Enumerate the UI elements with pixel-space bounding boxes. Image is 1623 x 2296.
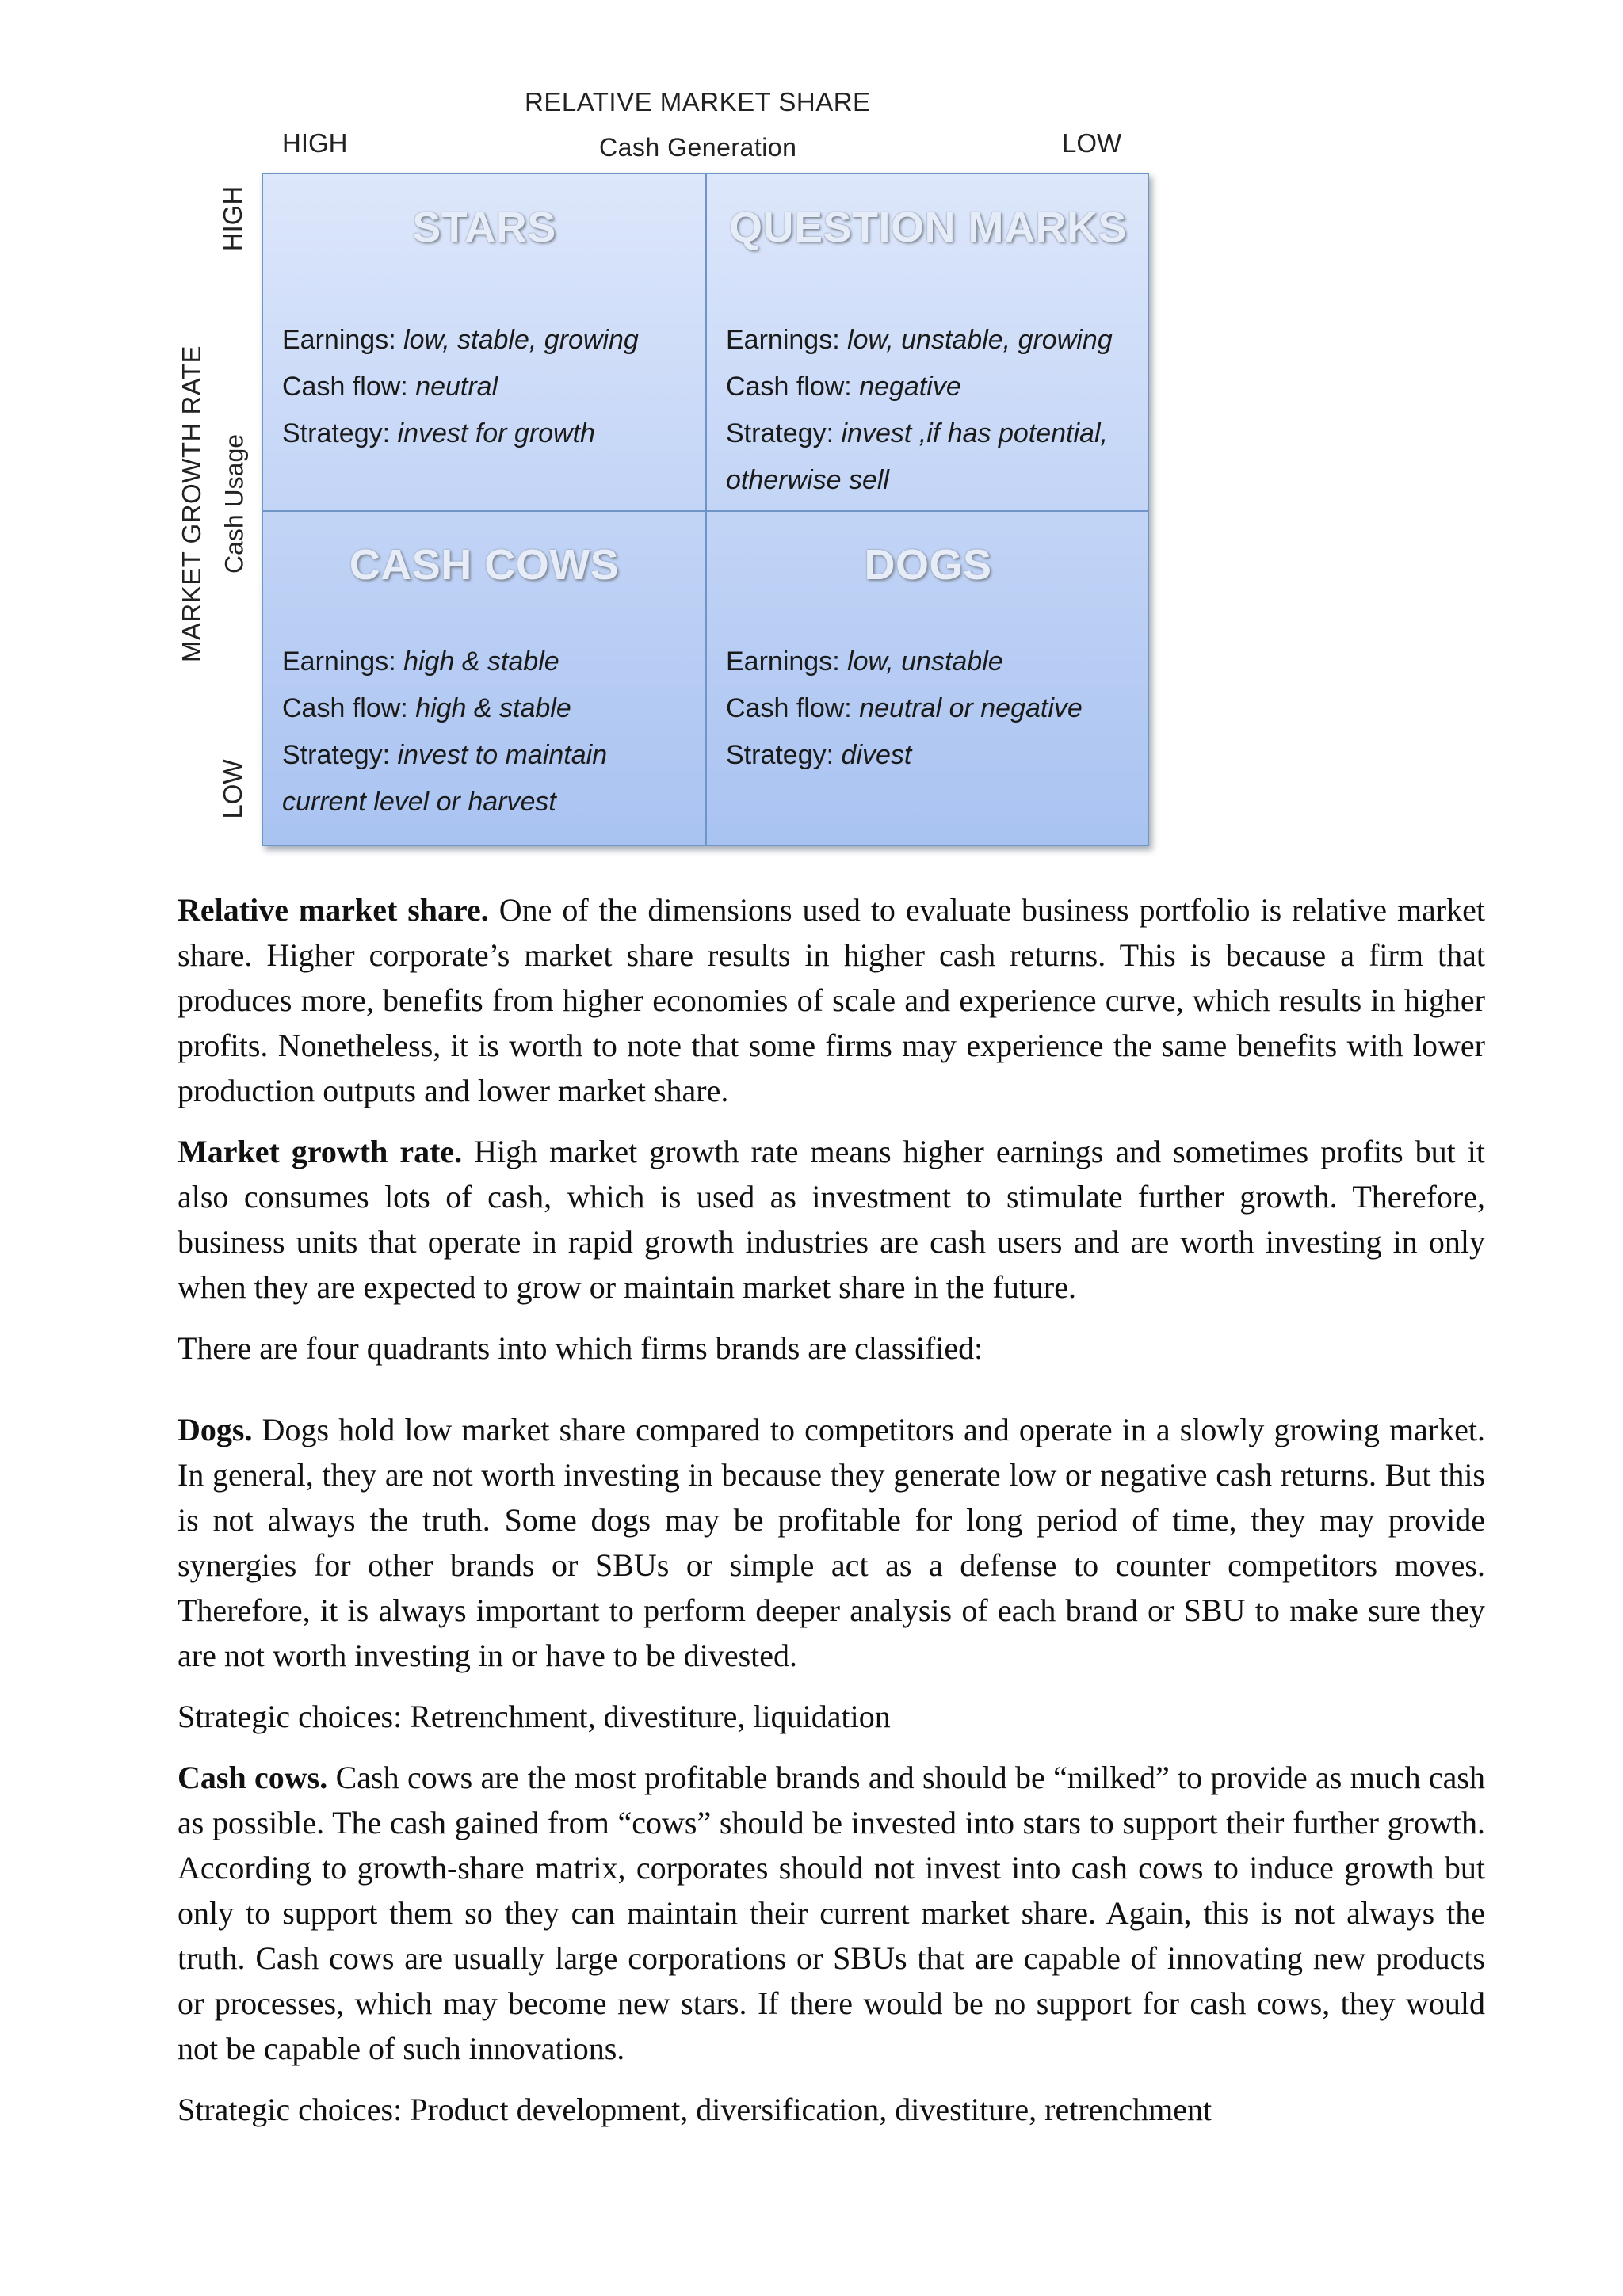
earnings-value: low, unstable, growing xyxy=(847,325,1113,355)
y-axis-subtitle: Cash Usage xyxy=(220,433,249,574)
earnings-label: Earnings: xyxy=(726,646,840,677)
quadrant-details xyxy=(282,317,639,457)
paragraph-cash-cows-strategic-choices xyxy=(178,2087,1485,2132)
x-axis-high-label: HIGH xyxy=(282,128,348,158)
paragraph-dogs xyxy=(178,1407,1485,1678)
paragraph-text: There are four quadrants into which firms brands are classified: xyxy=(178,1330,983,1366)
strategy-value: divest xyxy=(841,740,912,770)
quadrant-title: CASH COWS xyxy=(349,541,620,589)
paragraph-text: Strategic choices: Retrenchment, divestiture, liquidation xyxy=(178,1699,891,1734)
cash-flow-label: Cash flow: xyxy=(282,372,408,402)
strategy-label: Strategy: xyxy=(282,740,391,770)
quadrant-title: STARS xyxy=(412,204,556,251)
bcg-matrix-figure xyxy=(158,87,1189,856)
cash-flow-label: Cash flow: xyxy=(282,693,408,723)
earnings-value: high & stable xyxy=(403,646,559,677)
quadrant-stars xyxy=(263,174,705,509)
paragraph-market-growth-rate xyxy=(178,1129,1485,1310)
paragraph-relative-market-share xyxy=(178,887,1485,1113)
x-axis-title: RELATIVE MARKET SHARE xyxy=(525,87,871,116)
matrix-grid xyxy=(262,173,1149,846)
document-body xyxy=(178,887,1485,2148)
quadrant-dogs xyxy=(707,512,1149,847)
quadrant-question-marks xyxy=(707,174,1149,509)
earnings-value: low, unstable xyxy=(847,646,1003,677)
paragraph-cash-cows xyxy=(178,1755,1485,2071)
paragraph-heading: Relative market share. xyxy=(178,892,489,928)
paragraph-dogs-strategic-choices xyxy=(178,1694,1485,1739)
cash-flow-value: negative xyxy=(859,372,961,402)
strategy-value: invest to maintain xyxy=(397,740,608,770)
x-axis-low-label: LOW xyxy=(1062,128,1122,158)
quadrant-cash-cows xyxy=(263,512,705,847)
quadrant-details xyxy=(726,317,1113,504)
paragraph-text: High market growth rate means higher earnings and sometimes profits but it also consumes lots of cash, which is used as investment to stimulate further growth. Therefore, business units that operate in rapid growth industries are cash users and are worth investing in only when they are expected to grow or maintain market share in the future. xyxy=(178,1134,1486,1305)
y-axis-high-label: HIGH xyxy=(218,185,247,252)
paragraph-heading: Market growth rate. xyxy=(178,1134,463,1169)
strategy-value: invest ,if has potential, xyxy=(841,418,1108,448)
x-axis-subtitle: Cash Generation xyxy=(599,133,797,162)
cash-flow-value: neutral or negative xyxy=(859,693,1083,723)
quadrant-title: QUESTION MARKS xyxy=(728,204,1128,251)
earnings-value: low, stable, growing xyxy=(403,325,639,355)
earnings-label: Earnings: xyxy=(282,325,396,355)
cash-flow-value: high & stable xyxy=(415,693,571,723)
paragraph-text: One of the dimensions used to evaluate business portfolio is relative market share. Higher corporate’s market share results in higher cash returns. This is because a firm that produces more, benefits from higher economies of scale and experience curve, which results in higher profits. Nonetheless, it is worth to note that some firms may experience the same benefits with lower production outputs and lower market share. xyxy=(178,892,1485,1108)
paragraph-text: Strategic choices: Product development, diversification, divestiture, retrenchment xyxy=(178,2092,1212,2127)
paragraph-text: Cash cows are the most profitable brands and should be “milked” to provide as much cash as possible. The cash gained from “cows” should be invested into stars to support their further growth. According to growth-share matrix, corporates should not invest into cash cows to induce growth but only to support them so they can maintain their current market share. Again, this is not always the truth. Cash cows are usually large corporations or SBUs that are capable of innovating new products or processes, which may become new stars. If there would be no support for cash cows, they would not be capable of such innovations. xyxy=(178,1760,1486,2066)
paragraph-quadrants-intro xyxy=(178,1325,1485,1371)
earnings-label: Earnings: xyxy=(726,325,840,355)
quadrant-details xyxy=(726,639,1083,779)
strategy-label: Strategy: xyxy=(726,740,834,770)
paragraph-heading: Dogs. xyxy=(178,1412,253,1447)
y-axis-low-label: LOW xyxy=(218,759,247,819)
cash-flow-label: Cash flow: xyxy=(726,693,852,723)
strategy-value: invest for growth xyxy=(397,418,595,448)
cash-flow-value: neutral xyxy=(415,372,498,402)
earnings-label: Earnings: xyxy=(282,646,396,677)
paragraph-heading: Cash cows. xyxy=(178,1760,328,1795)
strategy-label: Strategy: xyxy=(282,418,391,448)
strategy-value-continued: otherwise sell xyxy=(726,465,889,495)
paragraph-text: Dogs hold low market share compared to competitors and operate in a slowly growing market. In general, they are not worth investing in because they generate low or negative cash returns. But this is not always the truth. Some dogs may be profitable for long period of time, they may provide synergies for other brands or SBUs or simple act as a defense to counter competitors moves. Therefore, it is always important to perform deeper analysis of each brand or SBU to make sure they are not worth investing in or have to be divested. xyxy=(178,1412,1485,1673)
strategy-label: Strategy: xyxy=(726,418,834,448)
y-axis-title: MARKET GROWTH RATE xyxy=(177,345,206,663)
strategy-value-continued: current level or harvest xyxy=(282,787,556,817)
quadrant-title: DOGS xyxy=(864,541,992,589)
cash-flow-label: Cash flow: xyxy=(726,372,852,402)
quadrant-details xyxy=(282,639,607,826)
